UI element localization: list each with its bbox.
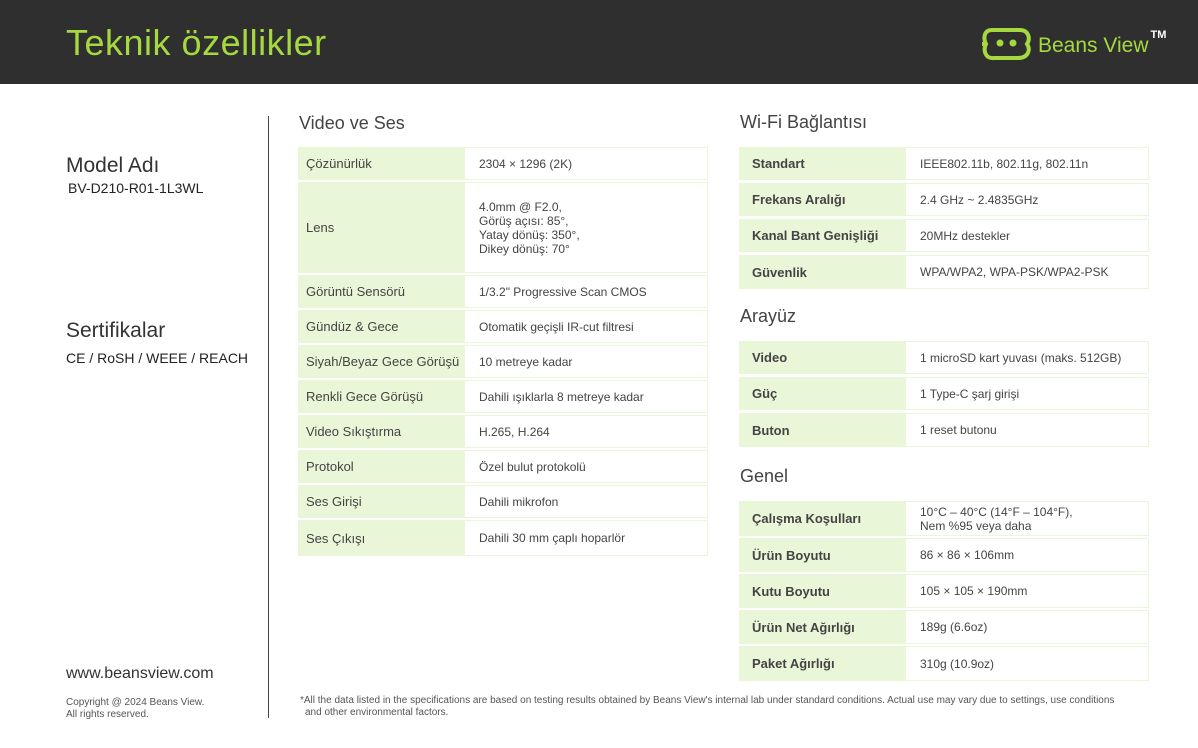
spec-key: Paket Ağırlığı xyxy=(739,646,905,681)
spec-value-line: Nem %95 veya daha xyxy=(920,518,1032,533)
spec-key: Video Sıkıştırma xyxy=(298,415,464,448)
spec-value: 105 × 105 × 190mm xyxy=(905,574,1149,608)
spec-row xyxy=(298,310,708,343)
spec-key: Gündüz & Gece xyxy=(298,310,464,343)
spec-row xyxy=(298,345,708,378)
spec-key: Ses Çıkışı xyxy=(298,520,464,556)
spec-row xyxy=(739,501,1149,536)
spec-value: 2304 × 1296 (2K) xyxy=(464,147,708,180)
spec-key: Çözünürlük xyxy=(298,147,464,180)
spec-row xyxy=(739,219,1149,252)
spec-row xyxy=(298,520,708,556)
spec-value: 310g (10.9oz) xyxy=(905,646,1149,681)
spec-key: Renkli Gece Görüşü xyxy=(298,380,464,413)
spec-value: 86 × 86 × 106mm xyxy=(905,538,1149,572)
spec-key: Kanal Bant Genişliği xyxy=(739,219,905,252)
brand-name: Beans View xyxy=(1038,34,1149,57)
spec-key: Güvenlik xyxy=(739,255,905,289)
beans-view-logo-icon xyxy=(982,24,1032,64)
spec-row xyxy=(739,377,1149,410)
website-link[interactable]: www.beansview.com xyxy=(66,665,214,682)
spec-value: Dahili 30 mm çaplı hoparlör xyxy=(464,520,708,556)
spec-value-line: Dikey dönüş: 70° xyxy=(479,241,570,256)
spec-value-line: 10°C – 40°C (14°F – 104°F), xyxy=(920,504,1073,519)
copyright-line-1: Copyright @ 2024 Beans View. xyxy=(66,697,205,708)
spec-value-line: 4.0mm @ F2.0, xyxy=(479,199,562,214)
spec-row xyxy=(298,415,708,448)
spec-value: 1 Type-C şarj girişi xyxy=(905,377,1149,410)
spec-key: Ses Girişi xyxy=(298,485,464,518)
vertical-divider xyxy=(268,116,269,718)
spec-key: Ürün Net Ağırlığı xyxy=(739,610,905,644)
spec-key: Güç xyxy=(739,377,905,410)
spec-row xyxy=(739,646,1149,681)
spec-key: Video xyxy=(739,341,905,374)
spec-value: 2.4 GHz ~ 2.4835GHz xyxy=(905,183,1149,216)
spec-key: Lens xyxy=(298,182,464,273)
spec-row xyxy=(298,182,708,273)
spec-row xyxy=(298,380,708,413)
spec-row xyxy=(298,450,708,483)
spec-row xyxy=(739,538,1149,572)
spec-value: 1 microSD kart yuvası (maks. 512GB) xyxy=(905,341,1149,374)
copyright xyxy=(66,697,236,721)
certifications-label: Sertifikalar xyxy=(66,319,166,342)
spec-key: Standart xyxy=(739,147,905,180)
spec-row xyxy=(739,574,1149,608)
spec-value: WPA/WPA2, WPA-PSK/WPA2-PSK xyxy=(905,255,1149,289)
section-title-interface: Arayüz xyxy=(740,306,797,326)
spec-value: Özel bulut protokolü xyxy=(464,450,708,483)
spec-row xyxy=(298,275,708,308)
spec-row xyxy=(739,183,1149,216)
spec-key: Frekans Aralığı xyxy=(739,183,905,216)
section-title-video-audio: Video ve Ses xyxy=(299,113,405,133)
spec-value xyxy=(464,182,708,273)
spec-value: 10 metreye kadar xyxy=(464,345,708,378)
page-header xyxy=(0,0,1198,84)
spec-row xyxy=(739,610,1149,644)
spec-value: Dahili ışıklarla 8 metreye kadar xyxy=(464,380,708,413)
spec-value-line: Yatay dönüş: 350°, xyxy=(479,227,580,242)
footnote xyxy=(300,695,1170,719)
spec-row xyxy=(739,255,1149,289)
spec-value: 20MHz destekler xyxy=(905,219,1149,252)
spec-key: Görüntü Sensörü xyxy=(298,275,464,308)
spec-value: Otomatik geçişli IR-cut filtresi xyxy=(464,310,708,343)
spec-row xyxy=(739,413,1149,447)
page-title: Teknik özellikler xyxy=(66,22,327,63)
footnote-line-2: and other environmental factors. xyxy=(305,707,449,718)
section-title-general: Genel xyxy=(740,466,789,486)
model-value: BV-D210-R01-1L3WL xyxy=(68,180,204,196)
spec-value xyxy=(905,501,1149,536)
spec-key: Buton xyxy=(739,413,905,447)
model-label: Model Adı xyxy=(66,154,160,177)
spec-value: H.265, H.264 xyxy=(464,415,708,448)
certifications-value: CE / RoSH / WEEE / REACH xyxy=(66,350,249,366)
spec-value-line: Görüş açısı: 85°, xyxy=(479,213,569,228)
copyright-line-2: All rights reserved. xyxy=(66,709,149,720)
spec-value: 1 reset butonu xyxy=(905,413,1149,447)
spec-key: Siyah/Beyaz Gece Görüşü xyxy=(298,345,464,378)
spec-value: 1/3.2" Progressive Scan CMOS xyxy=(464,275,708,308)
spec-key: Ürün Boyutu xyxy=(739,538,905,572)
section-title-wifi: Wi-Fi Bağlantısı xyxy=(740,112,868,132)
brand-trademark: TM xyxy=(1150,29,1167,41)
spec-key: Kutu Boyutu xyxy=(739,574,905,608)
spec-row xyxy=(739,341,1149,374)
spec-row xyxy=(298,147,708,180)
brand-logo xyxy=(982,24,1166,64)
spec-row xyxy=(739,147,1149,180)
spec-key: Protokol xyxy=(298,450,464,483)
footnote-line-1: *All the data listed in the specifications are based on testing results obtained by Beans View's internal lab under standard conditions. Actual use may vary due to settings, use conditions xyxy=(300,695,1115,706)
spec-key: Çalışma Koşulları xyxy=(739,501,905,536)
spec-value: IEEE802.11b, 802.11g, 802.11n xyxy=(905,147,1149,180)
spec-row xyxy=(298,485,708,518)
spec-value: 189g (6.6oz) xyxy=(905,610,1149,644)
spec-value: Dahili mikrofon xyxy=(464,485,708,518)
